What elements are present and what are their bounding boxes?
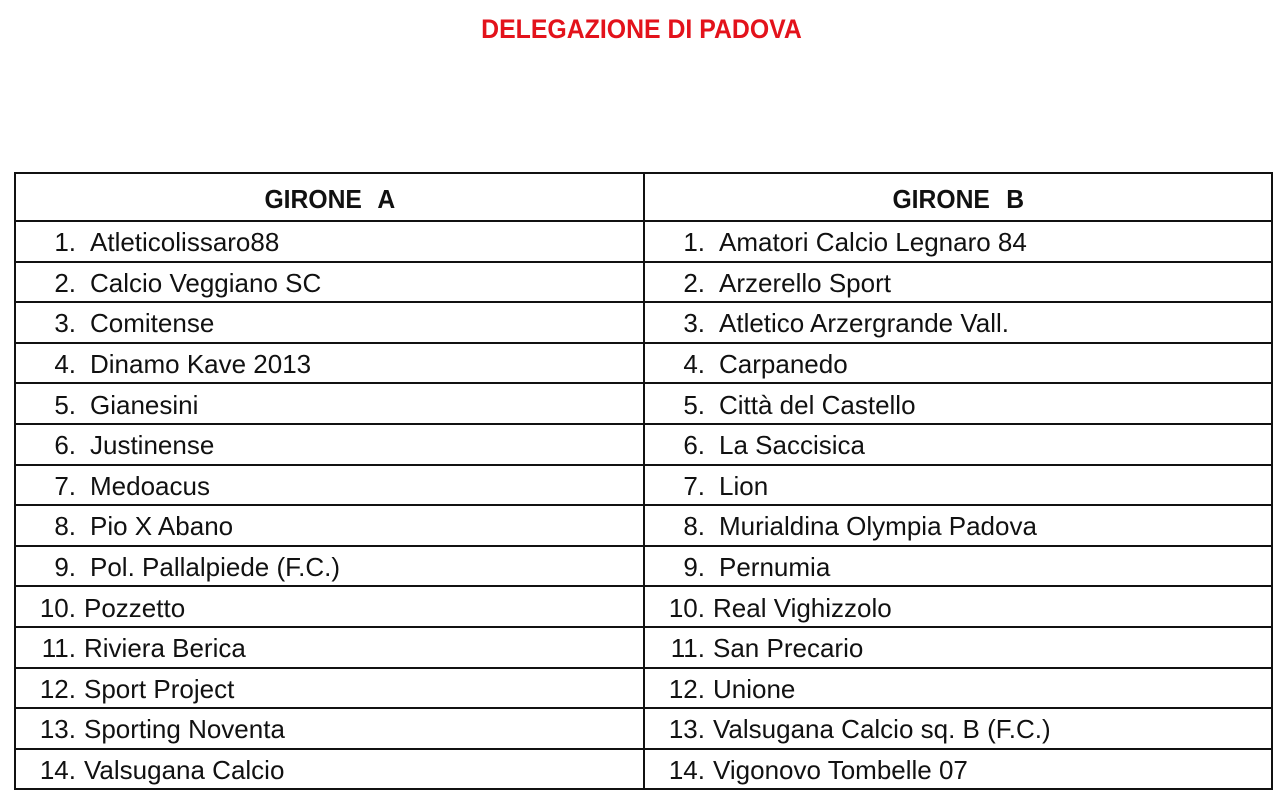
- group-b-team-cell: [644, 749, 1272, 790]
- header-row: [15, 173, 1272, 221]
- team-entry: [645, 349, 1271, 380]
- group-a-header: GIRONE A: [15, 173, 644, 221]
- team-name: La Saccisica: [719, 430, 865, 461]
- team-name: Gianesini: [90, 389, 199, 420]
- group-b-team-cell: [644, 465, 1272, 506]
- team-entry: [16, 511, 643, 542]
- team-number: 14.: [668, 755, 705, 786]
- group-a-team-cell: [15, 505, 644, 546]
- group-a-team-cell: [15, 708, 644, 749]
- team-entry: [16, 755, 643, 786]
- team-name: Vigonovo Tombelle 07: [713, 755, 968, 786]
- team-number: 11.: [41, 633, 76, 664]
- team-entry: [645, 674, 1271, 702]
- group-b-team-cell: [644, 221, 1272, 262]
- team-number: 5.: [54, 389, 76, 420]
- team-number: 3.: [683, 308, 705, 339]
- team-rows: [15, 221, 1272, 789]
- team-entry: [645, 390, 1271, 418]
- team-entry: [16, 633, 643, 664]
- team-entry: [645, 227, 1271, 258]
- team-number: 6.: [54, 430, 76, 461]
- team-entry: [16, 674, 643, 702]
- team-number: 3.: [54, 308, 76, 339]
- page-title: DELEGAZIONE DI PADOVA: [481, 14, 802, 44]
- group-a-team-cell: [15, 343, 644, 384]
- group-b-team-cell: [644, 586, 1272, 627]
- team-name: Sporting Noventa: [84, 714, 285, 745]
- table-row: [15, 221, 1272, 262]
- team-entry: [645, 755, 1271, 786]
- table-row: [15, 586, 1272, 627]
- team-entry: [645, 552, 1271, 583]
- team-name: Pio X Abano: [90, 511, 234, 542]
- group-a-team-cell: [15, 627, 644, 668]
- team-entry: [16, 268, 643, 296]
- team-entry: [16, 430, 643, 461]
- table-row: [15, 708, 1272, 749]
- group-b-team-cell: [644, 546, 1272, 587]
- team-number: 2.: [683, 267, 705, 298]
- team-entry: [16, 308, 643, 339]
- table-row: [15, 383, 1272, 424]
- team-name: Unione: [713, 673, 796, 704]
- team-number: 9.: [683, 552, 705, 583]
- group-a-team-cell: [15, 749, 644, 790]
- team-name: Riviera Berica: [84, 633, 246, 664]
- group-a-team-cell: [15, 668, 644, 709]
- team-entry: [16, 552, 643, 583]
- table-row: [15, 546, 1272, 587]
- team-entry: [645, 471, 1271, 499]
- team-entry: [645, 511, 1271, 542]
- team-number: 7.: [683, 470, 705, 501]
- group-a-team-cell: [15, 546, 644, 587]
- team-entry: [645, 430, 1271, 461]
- team-entry: [16, 227, 643, 258]
- table-row: [15, 465, 1272, 506]
- table-row: [15, 627, 1272, 668]
- team-name: Atletico Arzergrande Vall.: [719, 308, 1009, 339]
- team-name: Comitense: [90, 308, 215, 339]
- table-row: [15, 749, 1272, 790]
- team-name: Città del Castello: [719, 389, 916, 420]
- team-name: Amatori Calcio Legnaro 84: [719, 227, 1027, 258]
- team-name: Arzerello Sport: [719, 267, 891, 298]
- team-number: 1.: [54, 227, 76, 258]
- group-b-team-cell: [644, 424, 1272, 465]
- group-a-team-cell: [15, 383, 644, 424]
- team-number: 4.: [54, 349, 76, 380]
- group-b-team-cell: [644, 343, 1272, 384]
- group-b-team-cell: [644, 302, 1272, 343]
- team-number: 12.: [39, 673, 76, 704]
- team-number: 5.: [683, 389, 705, 420]
- group-b-team-cell: [644, 262, 1272, 303]
- team-number: 4.: [683, 349, 705, 380]
- team-name: Valsugana Calcio sq. B (F.C.): [713, 714, 1051, 745]
- group-a-team-cell: [15, 221, 644, 262]
- group-a-team-cell: [15, 302, 644, 343]
- team-entry: [645, 714, 1271, 745]
- table-row: [15, 262, 1272, 303]
- team-name: Valsugana Calcio: [84, 755, 285, 786]
- team-entry: [16, 714, 643, 745]
- team-number: 7.: [54, 470, 76, 501]
- team-number: 8.: [54, 511, 76, 542]
- group-a-team-cell: [15, 262, 644, 303]
- team-name: Pozzetto: [84, 592, 186, 623]
- group-a-team-cell: [15, 586, 644, 627]
- team-number: 14.: [39, 755, 76, 786]
- group-b-team-cell: [644, 668, 1272, 709]
- team-entry: [16, 349, 643, 380]
- team-number: 9.: [54, 552, 76, 583]
- groups-table: [14, 172, 1273, 790]
- team-entry: [16, 471, 643, 499]
- team-number: 13.: [39, 714, 76, 745]
- team-name: Murialdina Olympia Padova: [719, 511, 1037, 542]
- team-number: 12.: [668, 673, 705, 704]
- group-b-team-cell: [644, 505, 1272, 546]
- group-a-team-cell: [15, 424, 644, 465]
- team-number: 10.: [39, 592, 76, 623]
- team-name: San Precario: [713, 633, 864, 664]
- table-row: [15, 668, 1272, 709]
- team-name: Carpanedo: [719, 349, 848, 380]
- team-number: 8.: [683, 511, 705, 542]
- table-row: [15, 424, 1272, 465]
- team-name: Calcio Veggiano SC: [90, 267, 322, 298]
- team-name: Pol. Pallalpiede (F.C.): [90, 552, 340, 583]
- team-name: Atleticolissaro88: [90, 227, 280, 258]
- group-b-header: GIRONE B: [644, 173, 1272, 221]
- team-name: Justinense: [90, 430, 215, 461]
- group-b-team-cell: [644, 383, 1272, 424]
- team-number: 10.: [668, 592, 705, 623]
- team-entry: [16, 593, 643, 621]
- team-entry: [645, 633, 1271, 664]
- team-number: 11.: [670, 633, 705, 664]
- team-name: Sport Project: [84, 673, 235, 704]
- team-number: 6.: [683, 430, 705, 461]
- team-number: 13.: [668, 714, 705, 745]
- group-b-team-cell: [644, 627, 1272, 668]
- team-name: Lion: [719, 470, 769, 501]
- team-entry: [645, 268, 1271, 296]
- table-row: [15, 302, 1272, 343]
- team-name: Dinamo Kave 2013: [90, 349, 312, 380]
- table-row: [15, 343, 1272, 384]
- table-row: [15, 505, 1272, 546]
- team-number: 1.: [683, 227, 705, 258]
- team-entry: [645, 593, 1271, 621]
- team-name: Medoacus: [90, 470, 210, 501]
- team-name: Pernumia: [719, 552, 831, 583]
- group-a-team-cell: [15, 465, 644, 506]
- team-entry: [645, 308, 1271, 339]
- team-number: 2.: [54, 267, 76, 298]
- team-entry: [16, 390, 643, 418]
- team-name: Real Vighizzolo: [713, 592, 892, 623]
- group-b-team-cell: [644, 708, 1272, 749]
